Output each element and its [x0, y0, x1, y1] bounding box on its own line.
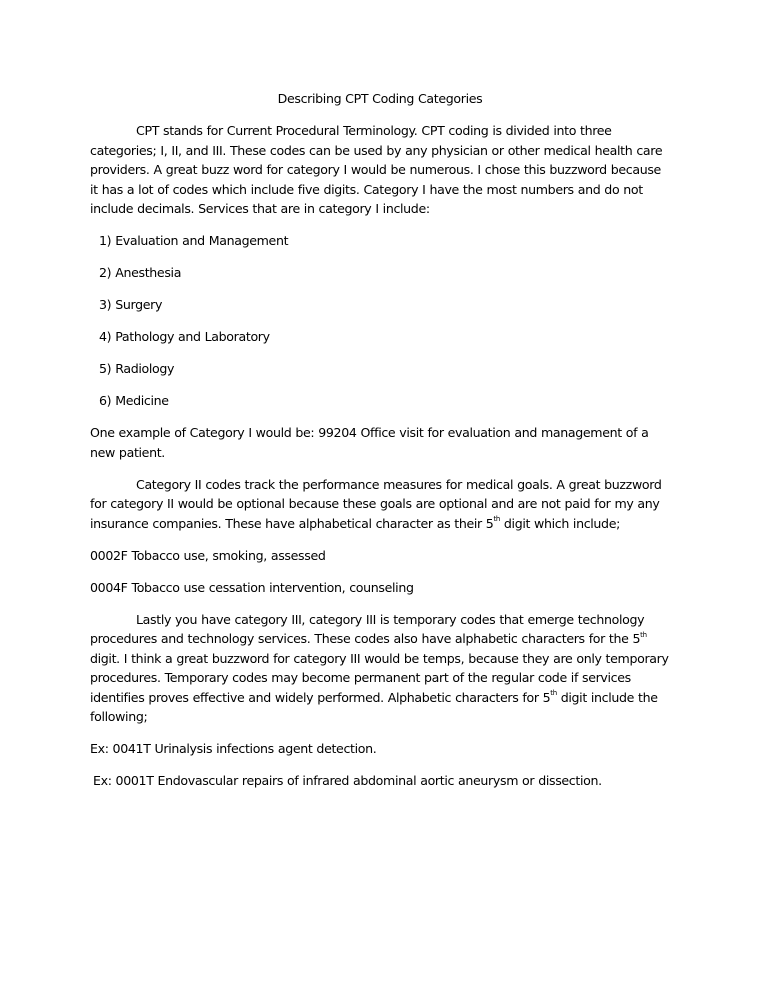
superscript: th [640, 630, 647, 639]
list-item: 1) Evaluation and Management [99, 233, 289, 248]
intro-paragraph: CPT stands for Current Procedural Terminology. CPT coding is divided into three categories; I, II, and III. These codes can be used by any physician or other medical health care providers. A great buzz word for category I would be numerous. I chose this buzzword because it has a lot of codes which include five digits. Category I have the most numbers and do not include decimals. Services that are in category I include: [90, 123, 663, 216]
category-one-services-list [90, 231, 670, 411]
document-body [90, 89, 670, 803]
category-three-example-2: Ex: 0001T Endovascular repairs of infrared abdominal aortic aneurysm or dissection. [93, 773, 602, 788]
superscript: th [493, 515, 500, 524]
category-two-paragraph: Category II codes track the performance measures for medical goals. A great buzzword for category II would be optional because these goals are optional and are not paid for my any insurance companies. These have alphabetical character as their 5th digit which include; [90, 476, 662, 531]
category-three-paragraph: Lastly you have category III, category III is temporary codes that emerge technology procedures and technology services. These codes also have alphabetic characters for the 5th digit. I think a great buzzword for category III would be temps, because they are only temporary procedures. Temporary codes may become permanent part of the regular code if services identifies proves effective and widely performed. Alphabetic characters for 5th digit include the following; [90, 611, 669, 724]
category-two-example-1: 0002F Tobacco use, smoking, assessed [90, 547, 326, 563]
category-one-example: One example of Category I would be: 99204 Office visit for evaluation and management of a new patient. [90, 425, 649, 460]
category-three-example-1: Ex: 0041T Urinalysis infections agent detection. [90, 741, 377, 756]
document-title: Describing CPT Coding Categories [277, 91, 483, 106]
list-item: 5) Radiology [99, 361, 175, 376]
list-item: 3) Surgery [99, 297, 163, 312]
category-two-example-2: 0004F Tobacco use cessation intervention, counseling [90, 579, 414, 595]
list-item: 2) Anesthesia [99, 265, 182, 280]
list-item: 4) Pathology and Laboratory [99, 329, 270, 344]
list-item: 6) Medicine [99, 393, 169, 408]
superscript: th [550, 689, 557, 698]
